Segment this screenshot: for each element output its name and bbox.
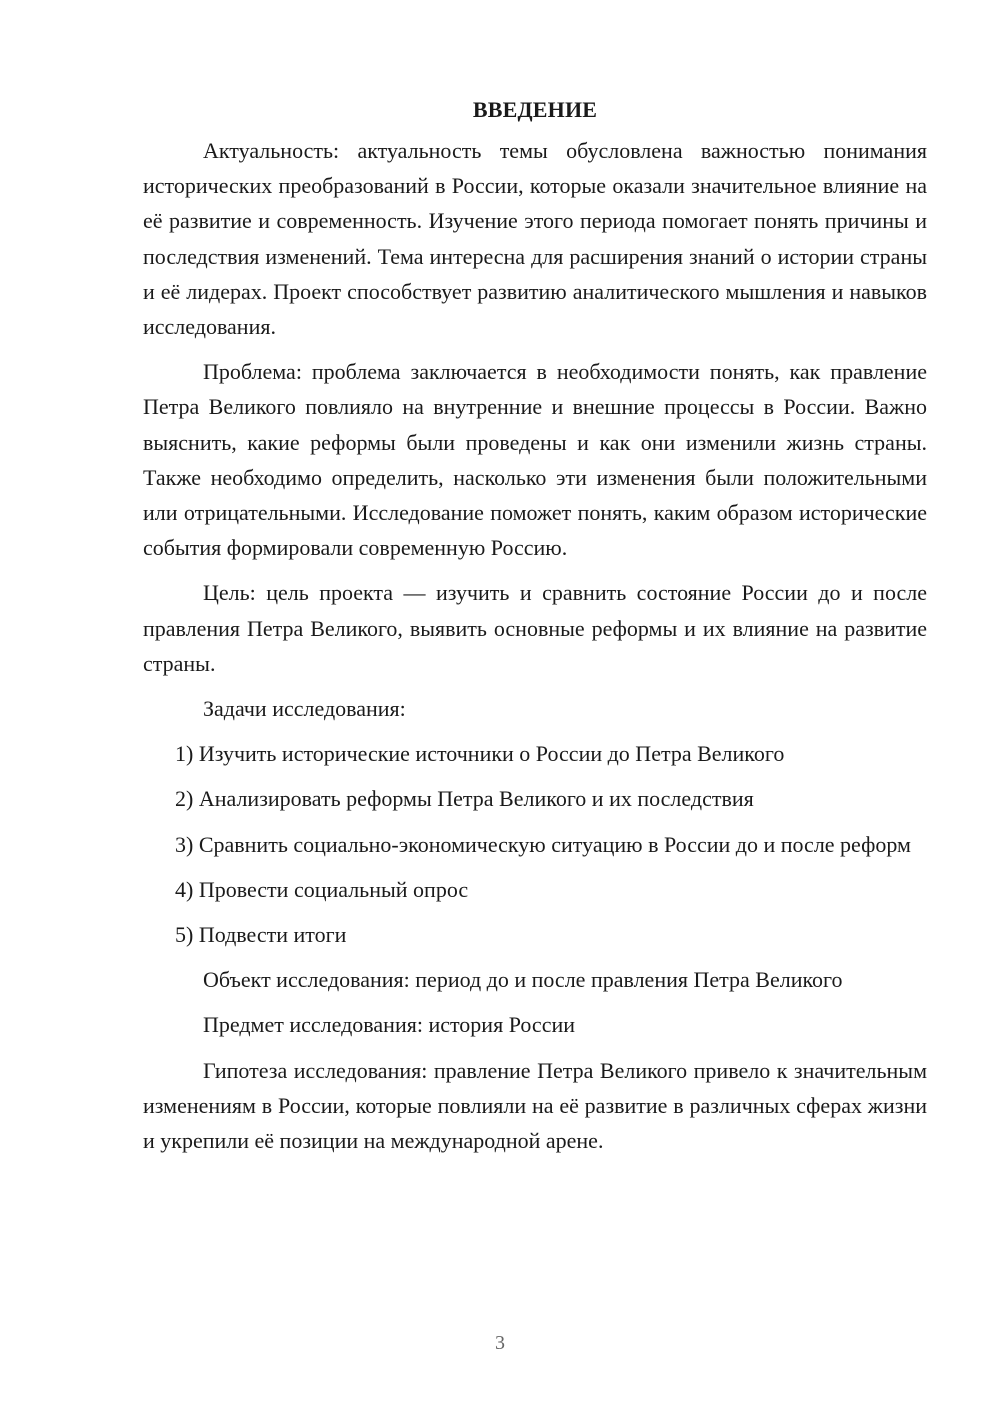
task-item-2: 2) Анализировать реформы Петра Великого и их последствия (175, 786, 754, 812)
problem-paragraph: Проблема: проблема заключается в необходимости понять, как правление Петра Великого повлияло на внутренние и внешние процессы в России. Важно выяснить, какие реформы были проведены и как они изменили жизнь страны. Также необходимо определить, насколько эти изменения были положительными или отрицательными. Исследование поможет понять, каким образом исторические события формировали современную Россию. (143, 359, 927, 561)
research-object: Объект исследования: период до и после правления Петра Великого (203, 967, 843, 993)
tasks-title: Задачи исследования: (203, 696, 406, 722)
page-number: 3 (495, 1332, 505, 1354)
section-heading: ВВЕДЕНИЕ (472, 97, 598, 122)
research-subject: Предмет исследования: история России (203, 1012, 576, 1038)
relevance-paragraph: Актуальность: актуальность темы обусловлена важностью понимания исторических преобразований в России, которые оказали значительное влияние на её развитие и современность. Изучение этого периода помогает понять причины и последствия изменений. Тема интересна для расширения знаний о истории страны и её лидерах. Проект способствует развитию аналитического мышления и навыков исследования. (143, 138, 927, 340)
goal-paragraph: Цель: цель проекта — изучить и сравнить состояние России до и после правления Петра Великого, выявить основные реформы и их влияние на развитие страны. (143, 580, 927, 676)
task-item-3: 3) Сравнить социально-экономическую ситуацию в России до и после реформ (175, 831, 911, 857)
hypothesis-paragraph: Гипотеза исследования: правление Петра Великого привело к значительным изменениям в России, которые повлияли на её развитие в различных сферах жизни и укрепили её позиции на международной арене. (143, 1057, 927, 1154)
task-item-5: 5) Подвести итоги (175, 922, 347, 948)
document-page (143, 92, 927, 1168)
task-item-4: 4) Провести социальный опрос (175, 876, 469, 902)
task-item-1: 1) Изучить исторические источники о России до Петра Великого (175, 741, 785, 767)
